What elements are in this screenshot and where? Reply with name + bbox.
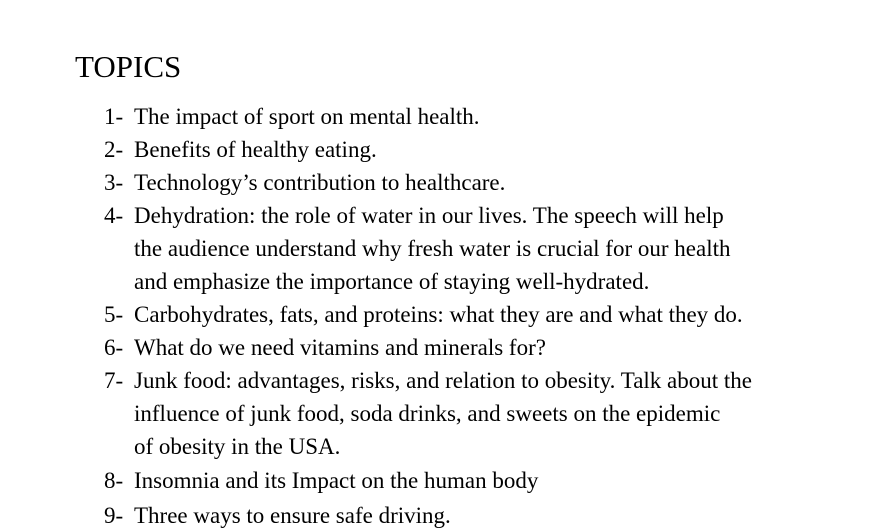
topic-text-continued: the audience understand why fresh water is crucial for our health <box>134 236 731 261</box>
topic-item-6 <box>104 331 864 364</box>
topic-number: 4- <box>104 203 124 228</box>
topic-item-2 <box>104 133 864 166</box>
topic-text: Three ways to ensure safe driving. <box>134 503 451 528</box>
topic-item-5 <box>104 298 864 331</box>
topic-text: Carbohydrates, fats, and proteins: what they are and what they do. <box>134 302 743 327</box>
topic-text: Insomnia and its Impact on the human body <box>134 468 539 493</box>
topic-text: Benefits of healthy eating. <box>134 137 377 162</box>
topic-number: 3- <box>104 170 124 195</box>
topic-item-9 <box>104 499 864 532</box>
topic-item-8 <box>104 464 864 497</box>
topic-number: 1- <box>104 104 124 129</box>
topic-text-continued: of obesity in the USA. <box>134 434 341 459</box>
topic-item-3 <box>104 166 864 199</box>
topic-number: 8- <box>104 468 124 493</box>
topic-number: 2- <box>104 137 124 162</box>
topic-text: The impact of sport on mental health. <box>134 104 480 129</box>
topic-text-continued: and emphasize the importance of staying well-hydrated. <box>134 269 650 294</box>
topic-text: What do we need vitamins and minerals for? <box>134 335 546 360</box>
topic-list <box>104 100 864 532</box>
topic-item-1 <box>104 100 864 133</box>
page-heading: TOPICS <box>75 49 182 84</box>
topic-text-continued: influence of junk food, soda drinks, and sweets on the epidemic <box>134 401 721 426</box>
topic-number: 5- <box>104 302 124 327</box>
topic-item-4 <box>104 199 864 298</box>
topic-text: Technology’s contribution to healthcare. <box>134 170 506 195</box>
topic-text: Dehydration: the role of water in our lives. The speech will help <box>134 203 724 228</box>
topic-text: Junk food: advantages, risks, and relation to obesity. Talk about the <box>134 368 752 393</box>
topic-number: 9- <box>104 503 124 528</box>
topic-number: 6- <box>104 335 124 360</box>
topic-item-7 <box>104 364 864 463</box>
topic-number: 7- <box>104 368 124 393</box>
